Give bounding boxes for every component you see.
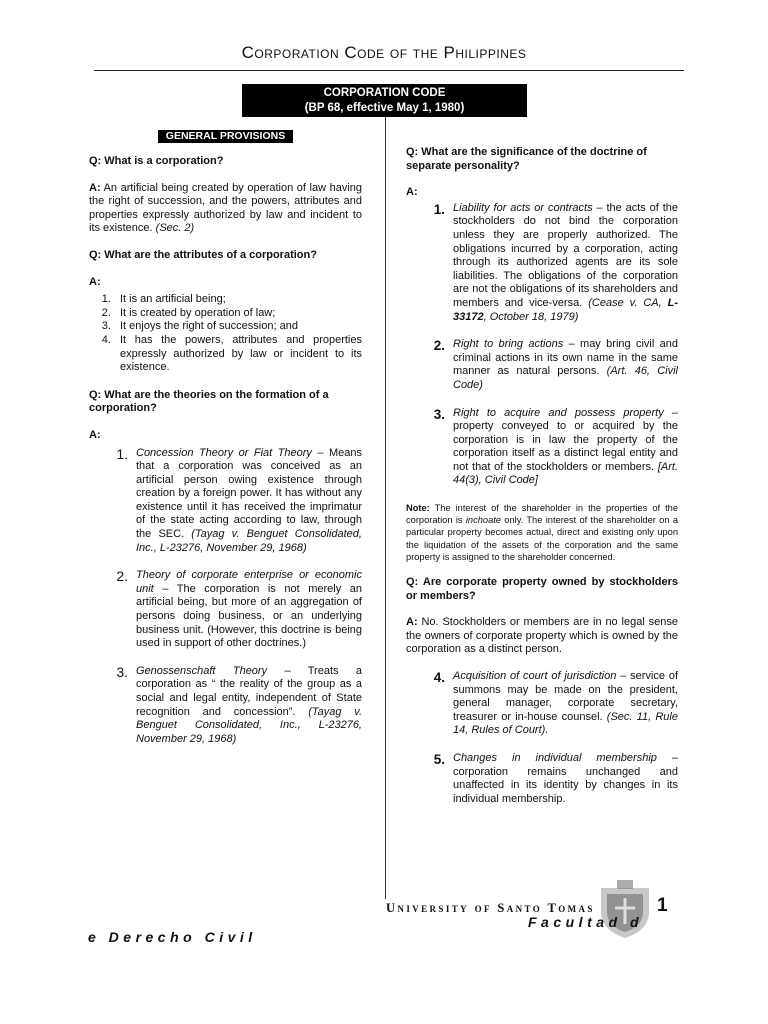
citation: (Sec. 2) (155, 222, 195, 235)
attribute-list (89, 293, 362, 375)
list-item (406, 202, 678, 324)
list-item (89, 665, 362, 747)
answer-label: A: (89, 275, 101, 288)
page-header-title: Corporation Code of the Philippines (241, 43, 527, 62)
item-text: – may bring civil and criminal actions in its own name in the same manner as natural persons. (453, 338, 678, 378)
item-title: Liability for acts or contracts (453, 201, 593, 214)
item-title: Theory of corporate enterprise or economic unit (136, 569, 362, 595)
right-column (406, 146, 678, 820)
citation: (Tayag v. Benguet Consolidated, Inc., L-23276, November 29, 1968) (136, 705, 363, 745)
case-number: L-33172 (453, 296, 678, 323)
question: Q: Are corporate property owned by stockholders or members? (406, 576, 678, 602)
derecho-civil-label: e Derecho Civil (88, 929, 257, 945)
item-title: Changes in individual membership (453, 752, 657, 765)
section-tag: GENERAL PROVISIONS (158, 130, 293, 143)
question: Q: What are the theories on the formation of a corporation? (89, 388, 329, 415)
item-number: 1. (433, 201, 445, 217)
university-name: University of Santo Tomas (386, 901, 595, 915)
item-text: – Means that a corporation was conceived as an artificial person owing existence through creation by a foreign power. It has without any existence until it has received the imprimatur of the state acting according to law, through the SEC. (136, 446, 363, 541)
note-emphasis: inchoate (465, 515, 501, 526)
item-number: 1. (116, 445, 128, 462)
item-number: 3. (433, 406, 445, 422)
item-number: 2. (433, 338, 445, 354)
answer-text: An artificial being created by operation of law having the right of succession, and the powers, attributes and properties expressly authorized by law and incident to its existence. (89, 181, 363, 235)
answer (89, 182, 362, 236)
list-item (406, 670, 678, 738)
header-rule (94, 70, 684, 71)
item-text: – Treats a corporation as “ the reality of the group as a social and legal entity, independent of State recognition and concession”. (136, 664, 362, 718)
list-item: 2. It is created by operation of law; (114, 307, 362, 321)
item-number: 3. (116, 663, 128, 680)
note-text: only. The interest of the shareholder on a particular property becomes actual, direct and existing only upon the liquidation of the assets of the corporation and the same property is assigned to the shareholder concerned. (406, 515, 678, 562)
list-item (406, 752, 678, 806)
list-item: 3. It enjoys the right of succession; and (114, 320, 362, 334)
list-item: 1. It is an artificial being; (114, 293, 362, 307)
item-text: – service of summons may be made on the president, general manager, corporate secretary, treasurer or in-house counsel. (453, 670, 679, 723)
item-title: Genossenschaft Theory (136, 664, 268, 677)
list-item (406, 338, 678, 392)
citation: (Tayag v. Benguet Consolidated, Inc., L-23276, November 29, 1968) (136, 528, 362, 554)
citation: [Art. 44(3), Civil Code] (453, 460, 679, 487)
answer-label: A: (89, 428, 101, 441)
title-banner (242, 84, 527, 117)
item-number: 4. (433, 670, 445, 686)
left-column (89, 130, 362, 760)
item-text: – corporation remains unchanged and unaffected in its identity by changes in its individual membership. (453, 752, 678, 805)
note-text: The interest of the shareholder in the properties of the corporation is (406, 503, 678, 526)
item-number: 2. (116, 568, 128, 585)
banner-subtitle: (BP 68, effective May 1, 1980) (304, 102, 465, 114)
item-title: Right to acquire and possess property (453, 406, 664, 419)
question: Q: What are the significance of the doctrine of separate personality? (406, 146, 647, 172)
question: Q: What are the attributes of a corporation? (89, 248, 317, 261)
item-text: – the acts of the stockholders do not bind the corporation unless they are properly authorized. The obligations incurred by a corporation, acting through its authorized agents are its sole liabilities. The obligations of the corporation are not the obligations of its shareholders and members and vice-versa. (453, 201, 678, 309)
column-divider (385, 117, 386, 899)
page-number: 1 (657, 895, 668, 916)
answer-label: A: (406, 186, 418, 199)
citation: (Cease v. CA, (582, 296, 668, 309)
item-text: – The corporation is not merely an artificial being, but more of an aggregation of persons doing business, or an underlying business unit. (However, this doctrine is being used in support of other doctrines.) (136, 582, 362, 650)
citation: (Art. 46, Civil Code) (453, 365, 678, 391)
list-item: 4. It has the powers, attributes and properties expressly authorized by law or incident to its existence. (114, 334, 362, 375)
item-number: 5. (433, 752, 445, 768)
list-item (406, 407, 678, 489)
answer-label: A: (406, 616, 418, 629)
citation: , October 18, 1979) (483, 310, 579, 323)
answer-label: A: (89, 181, 101, 194)
item-text: – property conveyed to or acquired by the corporation is in law the property of the corporation itself as a distinct legal entity and not that of the stockholders or members. (453, 406, 678, 473)
item-title: Concession Theory or Fiat Theory (136, 446, 312, 459)
item-title: Right to bring actions (453, 338, 564, 351)
note-paragraph (406, 502, 678, 563)
item-title: Acquisition of court of jurisdiction (453, 670, 617, 683)
question: Q: What is a corporation? (89, 155, 224, 167)
citation: (Sec. 11, Rule 14, Rules of Court). (453, 710, 678, 737)
answer-text: No. Stockholders or members are in no legal sense the owners of corporate property which is owned by the corporation as a distinct person. (406, 616, 678, 656)
answer (406, 616, 678, 657)
university-seal-icon (595, 878, 655, 940)
list-item (89, 447, 362, 556)
list-item (89, 569, 362, 651)
banner-title: CORPORATION CODE (323, 87, 446, 99)
facultad-label: Facultad d (528, 914, 644, 930)
note-label: Note: (406, 503, 430, 514)
